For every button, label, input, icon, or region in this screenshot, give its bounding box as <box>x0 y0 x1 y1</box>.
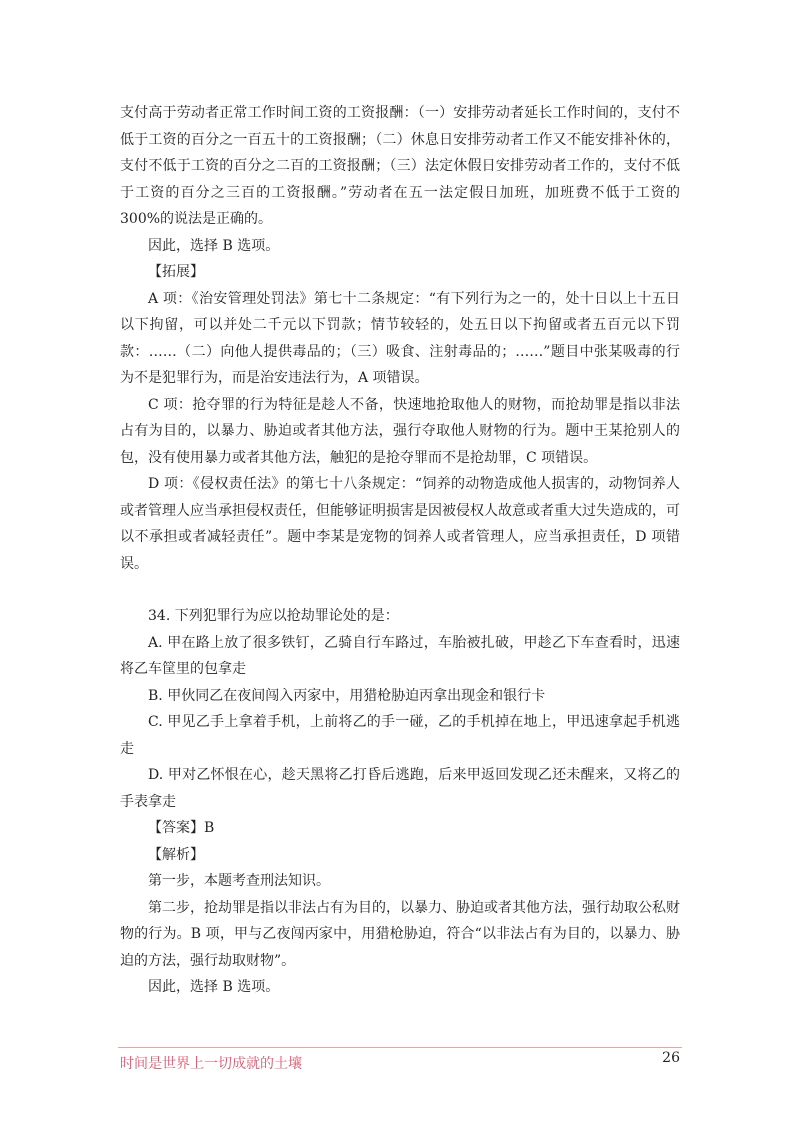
option-b: B. 甲伙同乙在夜间闯入丙家中，用猎枪胁迫丙拿出现金和银行卡 <box>148 687 546 704</box>
analysis-step: 第一步，本题考查刑法知识。 <box>148 873 330 889</box>
page-content <box>120 100 680 1001</box>
paragraph: C 项：抢夺罪的行为特征是趁人不备，快速地抢取他人的财物，而抢劫罪是指以非法占有为目的，以暴力、胁迫或者其他方法，强行夺取他人财物的行为。题中王某抢别人的包，没有使用暴力或者其他方法，触犯的是抢夺罪而不是抢劫罪，C 项错误。 <box>120 396 680 466</box>
footer-slogan: 时间是世界上一切成就的土壤 <box>120 1056 302 1072</box>
paragraph: A 项：《治安管理处罚法》第七十二条规定：“有下列行为之一的，处十日以上十五日以下拘留，可以并处二千元以下罚款；情节较轻的，处五日以下拘留或者五百元以下罚款：……（二）向他人提供毒品的；（三）吸食、注射毒品的；……”题目中张某吸毒的行为不是犯罪行为，而是治安违法行为，A 项错误。 <box>120 290 680 386</box>
analysis-step: 第二步，抢劫罪是指以非法占有为目的，以暴力、胁迫或者其他方法，强行劫取公私财物的行为。B 项，甲与乙夜闯丙家中，用猎枪胁迫，符合“以非法占有为目的，以暴力、胁迫的方法，强行劫取财物”。 <box>120 899 680 969</box>
question-stem: 34. 下列犯罪行为应以抢劫罪论处的是： <box>148 608 399 624</box>
analysis-conclusion: 因此，选择 B 选项。 <box>148 979 280 995</box>
paragraph: D 项：《侵权责任法》的第七十八条规定：“饲养的动物造成他人损害的，动物饲养人或者管理人应当承担侵权责任，但能够证明损害是因被侵权人故意或者重大过失造成的，可以不承担或者减轻责任”。题中李某是宠物的饲养人或者管理人，应当承担责任，D 项错误。 <box>120 476 680 572</box>
option-a: A. 甲在路上放了很多铁钉，乙骑自行车路过，车胎被扎破，甲趁乙下车查看时，迅速将乙车筐里的包拿走 <box>120 634 680 677</box>
paragraph: 支付高于劳动者正常工作时间工资的工资报酬：（一）安排劳动者延长工作时间的，支付不低于工资的百分之一百五十的工资报酬；（二）休息日安排劳动者工作又不能安排补休的，支付不低于工资的百分之二百的工资报酬；（三）法定休假日安排劳动者工作的，支付不低于工资的百分之三百的工资报酬。”劳动者在五一法定假日加班，加班费不低于工资的 300%的说法是正确的。 <box>120 105 680 227</box>
footer-divider <box>118 1047 682 1048</box>
spacer <box>120 577 680 603</box>
page-number: 26 <box>662 1050 680 1066</box>
paragraph: 因此，选择 B 选项。 <box>148 237 280 254</box>
section-heading: 【拓展】 <box>148 264 204 280</box>
option-c: C. 甲见乙手上拿着手机，上前将乙的手一碰，乙的手机掉在地上，甲迅速拿起手机逃走 <box>120 714 680 757</box>
option-d: D. 甲对乙怀恨在心，趁天黑将乙打昏后逃跑，后来甲返回发现乙还未醒来，又将乙的手表拿走 <box>120 767 680 810</box>
analysis-heading: 【解析】 <box>148 846 204 863</box>
answer: 【答案】B <box>148 820 215 836</box>
